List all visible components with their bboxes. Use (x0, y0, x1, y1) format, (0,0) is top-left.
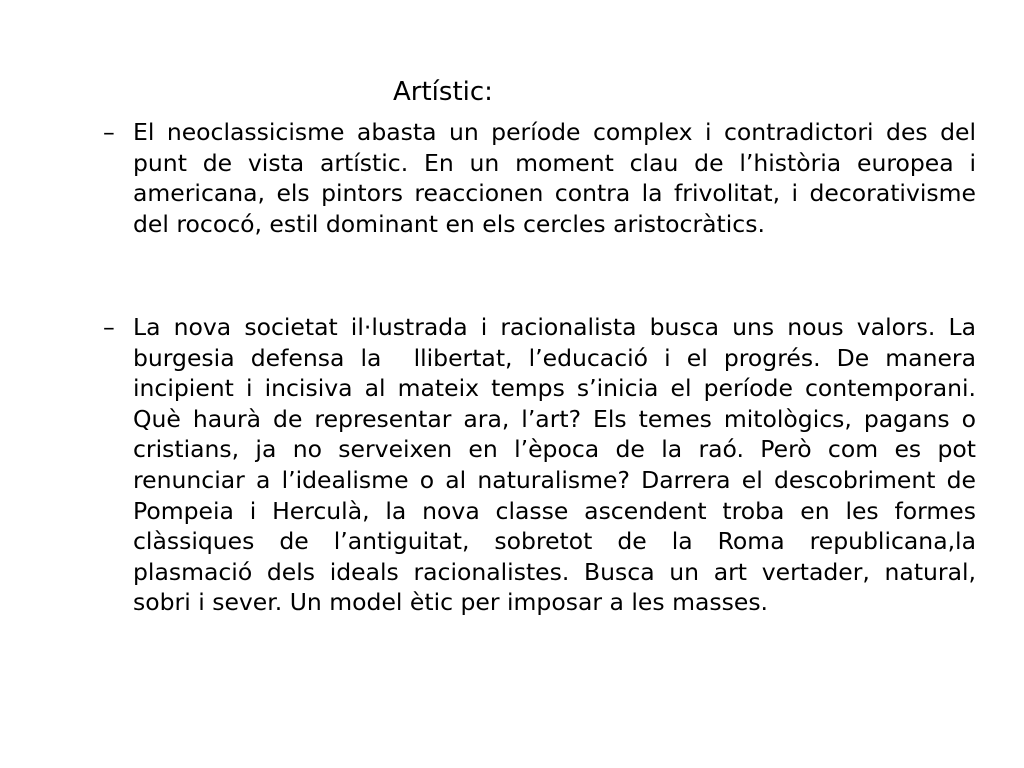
bullet-dash: – (103, 313, 115, 341)
slide-title: Artístic: (393, 77, 493, 107)
bullet-text: El neoclassicisme abasta un període complex i contradictori des del punt de vista artístic. En un moment clau de l’història europea i americana, els pintors reaccionen contra la frivolitat, i decorativisme del rococó, estil dominant en els cercles aristocràtics. (133, 118, 984, 238)
bullet-item (103, 117, 984, 239)
bullet-item (103, 312, 984, 618)
bullet-text: La nova societat il·lustrada i racionalista busca uns nous valors. La burgesia defensa la llibertat, l’educació i el progrés. De manera incipient i incisiva al mateix temps s’inicia el període contemporani. Què haurà de representar ara, l’art? Els temes mitològics, pagans o cristians, ja no serveixen en l’època de la raó. Però com es pot renunciar a l’idealisme o al naturalisme? Darrera el descobriment de Pompeia i Herculà, la nova classe ascendent troba en les formes clàssiques de l’antiguitat, sobretot de la Roma republicana,la plasmació dels ideals racionalistes. Busca un art vertader, natural, sobri i sever. Un model ètic per imposar a les masses. (133, 313, 984, 617)
bullet-dash: – (103, 118, 115, 146)
